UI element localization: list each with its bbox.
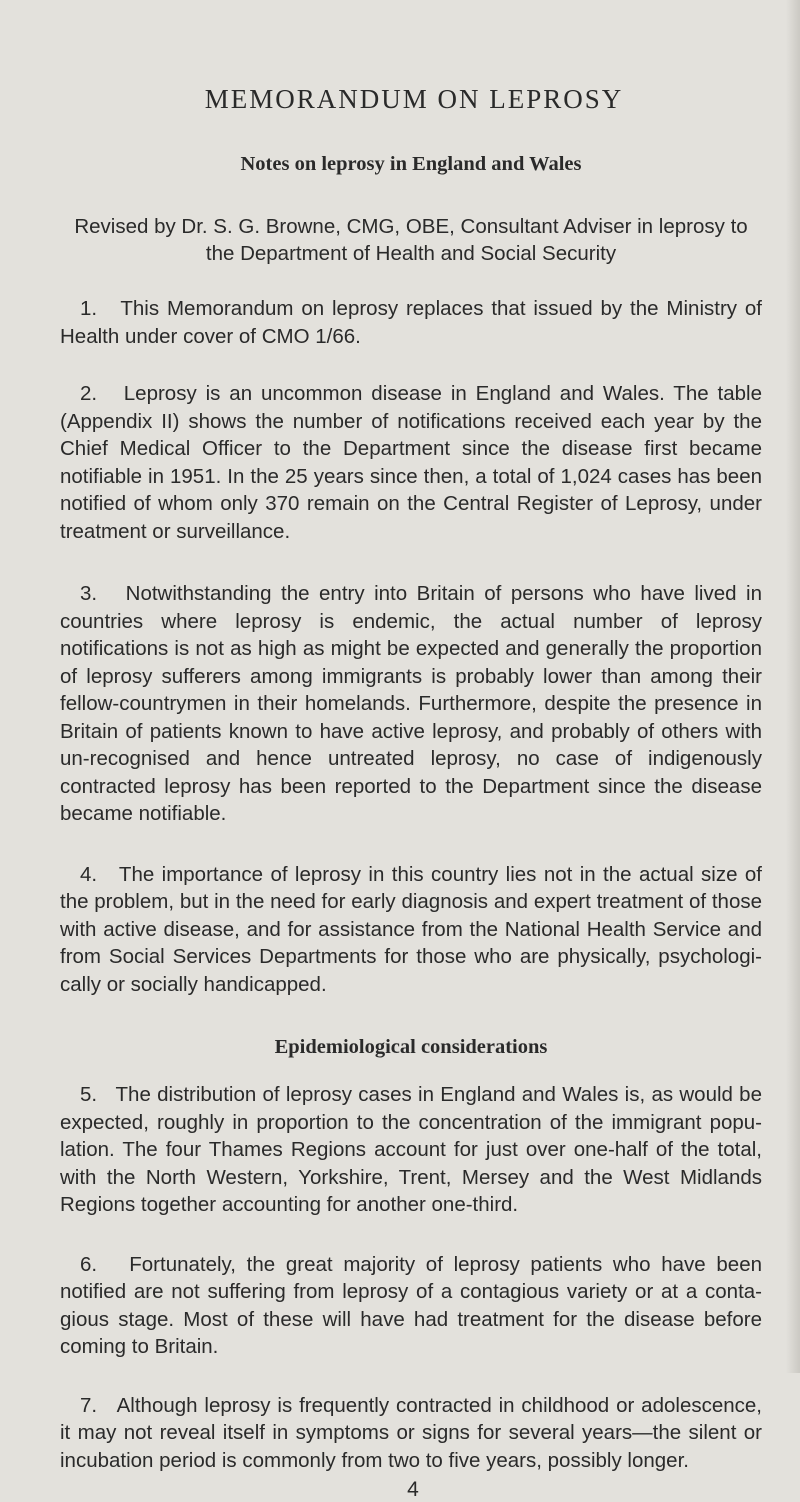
document-title: MEMORANDUM ON LEPROSY [204,84,624,114]
paragraph-number: 2. [80,382,98,405]
paragraph-number: 5. [80,1083,98,1106]
paragraph-text: Although leprosy is frequently contracted in childhood or adolescence, it may not reveal itself in symptoms or signs for several years—the silent or incubation period is commonly from two to five years, possibly longer. [60,1393,762,1472]
paragraph-1 [60,295,762,350]
paragraph-text: This Memorandum on leprosy replaces that issued by the Ministry of Health under cover of CMO 1/66. [60,297,763,348]
paragraph-3 [60,580,762,828]
paragraph-text: Leprosy is an uncommon disease in England and Wales. The table (Appendix II) shows the number of notifications received each year by the Chief Medical Officer to the Department since the disease first became notifiable in 1951. In the 25 years since then, a total of 1,024 cases has been notified of whom only 370 remain on the Central Register of Leprosy, under treatment or surveillance. [60,382,762,543]
paragraph-5 [60,1081,762,1219]
paragraph-7 [60,1392,762,1475]
page-number: 4 [407,1478,419,1501]
section-heading: Epidemiological considerations [274,1036,548,1058]
paragraph-number: 4. [80,862,98,886]
document-subtitle: Notes on leprosy in England and Wales [240,153,582,175]
paragraph-text: The importance of leprosy in this country lies not in the actual size of the problem, but in the need for early diagnosis and expert treatment of those with active disease, and for assistance from the National Health Service and from Social Services Departments for those who are physically, psychologi-cally or socially handicapped. [60,862,762,996]
paragraph-number: 1. [80,297,98,320]
paragraph-text: The distribution of leprosy cases in England and Wales is, as would be expected, roughly in proportion to the concentration of the immigrant popu-lation. The four Thames Regions account for just over one-half of the total, with the North Western, Yorkshire, Trent, Mersey and the West Midlands Regions together accounting for another one-third. [60,1083,762,1216]
paragraph-number: 7. [80,1393,98,1417]
paragraph-text: Notwithstanding the entry into Britain of persons who have lived in countries where leprosy is endemic, the actual number of leprosy notifications is not as high as might be expected and generally the proportion of leprosy sufferers among immigrants is probably lower than among their fellow-countrymen in their homelands. Furthermore, despite the presence in Britain of patients known to have active leprosy, and probably of others with un-recognised and hence untreated leprosy, no case of indigenously contracted leprosy has been reported to the Department since the disease became notifiable. [60,582,762,825]
revised-by-line: Revised by Dr. S. G. Browne, CMG, OBE, Consultant Adviser in leprosy to the Department of Health and Social Security [74,215,748,265]
paragraph-4 [60,861,762,999]
paragraph-number: 3. [80,582,98,605]
paragraph-number: 6. [80,1252,98,1276]
paragraph-text: Fortunately, the great majority of leprosy patients who have been notified are not suffering from leprosy of a contagious variety or at a conta-gious stage. Most of these will have had treatment for the disease before coming to Britain. [60,1252,762,1358]
page-edge-shadow [786,0,800,1373]
paragraph-2 [60,380,762,545]
paragraph-6 [60,1251,762,1361]
